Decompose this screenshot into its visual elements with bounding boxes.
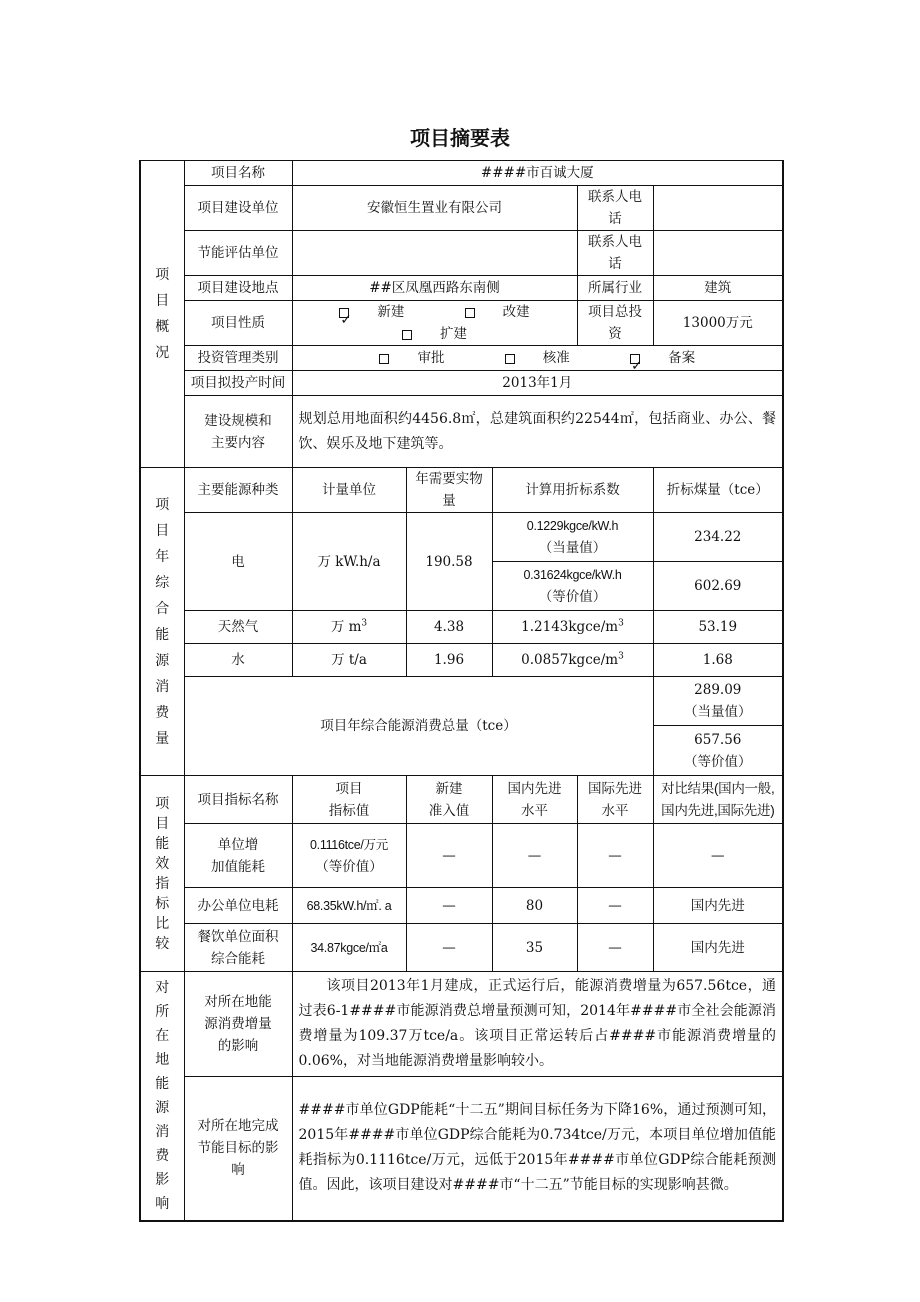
- indicator-new-value: —: [406, 888, 492, 924]
- impact-consumption-label: 对所在地能 源消费增量 的影响: [184, 972, 292, 1077]
- indicator-result: 国内先进: [653, 924, 783, 972]
- overview-section-label: 项 目 概 况: [140, 161, 184, 468]
- indicator-name: 餐饮单位面积 综合能耗: [184, 924, 292, 972]
- nature-option-new[interactable]: ✓ 新建: [340, 304, 405, 328]
- energy-section-label: 项 目 年 综 合 能 源 消 费 量: [140, 468, 184, 776]
- total-investment-label: 项目总投资: [577, 301, 653, 346]
- checkbox-icon: [465, 308, 475, 318]
- contact-phone-label: 联系人电话: [577, 231, 653, 276]
- indicator-domestic-value: 35: [492, 924, 577, 972]
- impact-consumption-text: 该项目2013年1月建成，正式运行后，能源消费增量为657.56tce，通过表6-1####市能源消费总增量预测可知，2014年####市全社会能源消费增量为109.37万tce/a。该项目正常运转后占####市能源消费增量的0.06%，对当地能源消费增量影响较小。: [292, 972, 783, 1077]
- indicator-intl-value: —: [577, 824, 653, 888]
- project-summary-table: [139, 160, 784, 1222]
- water-coef: $0.0857kgce/m^3$: [492, 644, 653, 677]
- electricity-name: 电: [184, 513, 292, 611]
- nature-options: [292, 301, 577, 346]
- tce-header: 折标煤量（tce）: [653, 468, 783, 513]
- new-access-header: 新建 准入值: [406, 776, 492, 824]
- water-name: 水: [184, 644, 292, 677]
- electricity-quantity: 190.58: [406, 513, 492, 611]
- total-investment-value: 13000万元: [653, 301, 783, 346]
- gas-name: 天然气: [184, 611, 292, 644]
- indicator-new-value: —: [406, 924, 492, 972]
- water-tce: 1.68: [653, 644, 783, 677]
- electricity-tce-equal-value: 602.69: [653, 562, 783, 611]
- project-name-label: 项目名称: [184, 161, 292, 186]
- indicator-name: 办公单位电耗: [184, 888, 292, 924]
- table-row: [140, 888, 783, 924]
- checkbox-icon: [505, 354, 515, 364]
- impact-section-label: 对 所 在 地 能 源 消 费 影 响: [140, 972, 184, 1221]
- gas-coef: $1.2143kgce/m^3$: [492, 611, 653, 644]
- electricity-tce-equivalent: 234.22: [653, 513, 783, 562]
- indicator-intl-value: —: [577, 924, 653, 972]
- checkbox-icon: [379, 354, 389, 364]
- builder-label: 项目建设单位: [184, 186, 292, 231]
- contact-phone-value: [653, 186, 783, 231]
- project-value-header: 项目 指标值: [292, 776, 406, 824]
- gas-tce: 53.19: [653, 611, 783, 644]
- electricity-unit: 万 kW.h/a: [292, 513, 406, 611]
- assessor-value: [292, 231, 577, 276]
- industry-value: 建筑: [653, 276, 783, 301]
- mgmt-type-label: 投资管理类别: [184, 346, 292, 371]
- indicator-result: 国内先进: [653, 888, 783, 924]
- indicator-result: —: [653, 824, 783, 888]
- indicator-project-value: 0.1116tce/万元 （等价值）: [292, 824, 406, 888]
- contact-phone-value: [653, 231, 783, 276]
- table-row: [140, 824, 783, 888]
- mgmt-option-filing[interactable]: ✓ 备案: [631, 350, 696, 371]
- unit-header: 计量单位: [292, 468, 406, 513]
- total-consumption-label: 项目年综合能源消费总量（tce）: [184, 677, 653, 776]
- scale-label: 建设规模和 主要内容: [184, 396, 292, 468]
- indicator-intl-value: —: [577, 888, 653, 924]
- checkbox-checked-icon: ✓: [339, 308, 349, 318]
- domestic-advanced-header: 国内先进 水平: [492, 776, 577, 824]
- indicator-project-value: 68.35kW.h/㎡. a: [292, 888, 406, 924]
- page-title: 项目摘要表: [410, 126, 510, 150]
- gas-unit: 万 $m^3$: [292, 611, 406, 644]
- scale-value: 规划总用地面积约4456.8㎡，总建筑面积约22544㎡，包括商业、办公、餐饮、娱乐及地下建筑等。: [292, 396, 783, 468]
- energy-type-header: 主要能源种类: [184, 468, 292, 513]
- indicator-name: 单位增 加值能耗: [184, 824, 292, 888]
- total-consumption-equal-value: 657.56 （等价值）: [653, 726, 783, 776]
- coef-header: 计算用折标系数: [492, 468, 653, 513]
- table-row: [140, 924, 783, 972]
- location-label: 项目建设地点: [184, 276, 292, 301]
- builder-value: 安徽恒生置业有限公司: [292, 186, 577, 231]
- contact-phone-label: 联系人电话: [577, 186, 653, 231]
- water-unit: 万 t/a: [292, 644, 406, 677]
- comparison-result-header: 对比结果(国内一般, 国内先进,国际先进): [653, 776, 783, 824]
- impact-target-label: 对所在地完成 节能目标的影 响: [184, 1077, 292, 1221]
- indicator-name-header: 项目指标名称: [184, 776, 292, 824]
- assessor-label: 节能评估单位: [184, 231, 292, 276]
- operation-time-label: 项目拟投产时间: [184, 371, 292, 396]
- mgmt-option-approval[interactable]: 审批: [365, 347, 458, 369]
- gas-quantity: 4.38: [406, 611, 492, 644]
- indicator-domestic-value: —: [492, 824, 577, 888]
- mgmt-option-verify[interactable]: 核准: [491, 347, 584, 369]
- nature-option-rebuild[interactable]: 改建: [451, 301, 544, 323]
- indicator-new-value: —: [406, 824, 492, 888]
- checkbox-checked-icon: ✓: [630, 354, 640, 364]
- mgmt-options: [292, 346, 783, 371]
- impact-target-text: ####市单位GDP能耗“十二五”期间目标任务为下降16%，通过预测可知，2015年####市单位GDP综合能耗为0.734tce/万元，本项目单位增加值能耗指标为0.1116tce/万元，远低于2015年####市单位GDP综合能耗预测值。因此，该项目建设对####市“十二五”节能目标的实现影响甚微。: [292, 1077, 783, 1221]
- indicator-domestic-value: 80: [492, 888, 577, 924]
- electricity-coef-equal-value: 0.31624kgce/kW.h （等价值）: [492, 562, 653, 611]
- electricity-coef-equivalent: 0.1229kgce/kW.h （当量值）: [492, 513, 653, 562]
- total-consumption-equivalent: 289.09 （当量值）: [653, 677, 783, 726]
- checkbox-icon: [402, 330, 412, 340]
- industry-label: 所属行业: [577, 276, 653, 301]
- nature-label: 项目性质: [184, 301, 292, 346]
- water-quantity: 1.96: [406, 644, 492, 677]
- indicator-project-value: 34.87kgce/㎡a: [292, 924, 406, 972]
- quantity-header: 年需要实物量: [406, 468, 492, 513]
- project-name-value: ####市百诚大厦: [292, 161, 783, 186]
- location-value: ##区凤凰西路东南侧: [292, 276, 577, 301]
- operation-time-value: 2013年1月: [292, 371, 783, 396]
- intl-advanced-header: 国际先进 水平: [577, 776, 653, 824]
- efficiency-section-label: 项 目 能 效 指 标 比 较: [140, 776, 184, 972]
- nature-option-expand[interactable]: 扩建: [388, 323, 481, 345]
